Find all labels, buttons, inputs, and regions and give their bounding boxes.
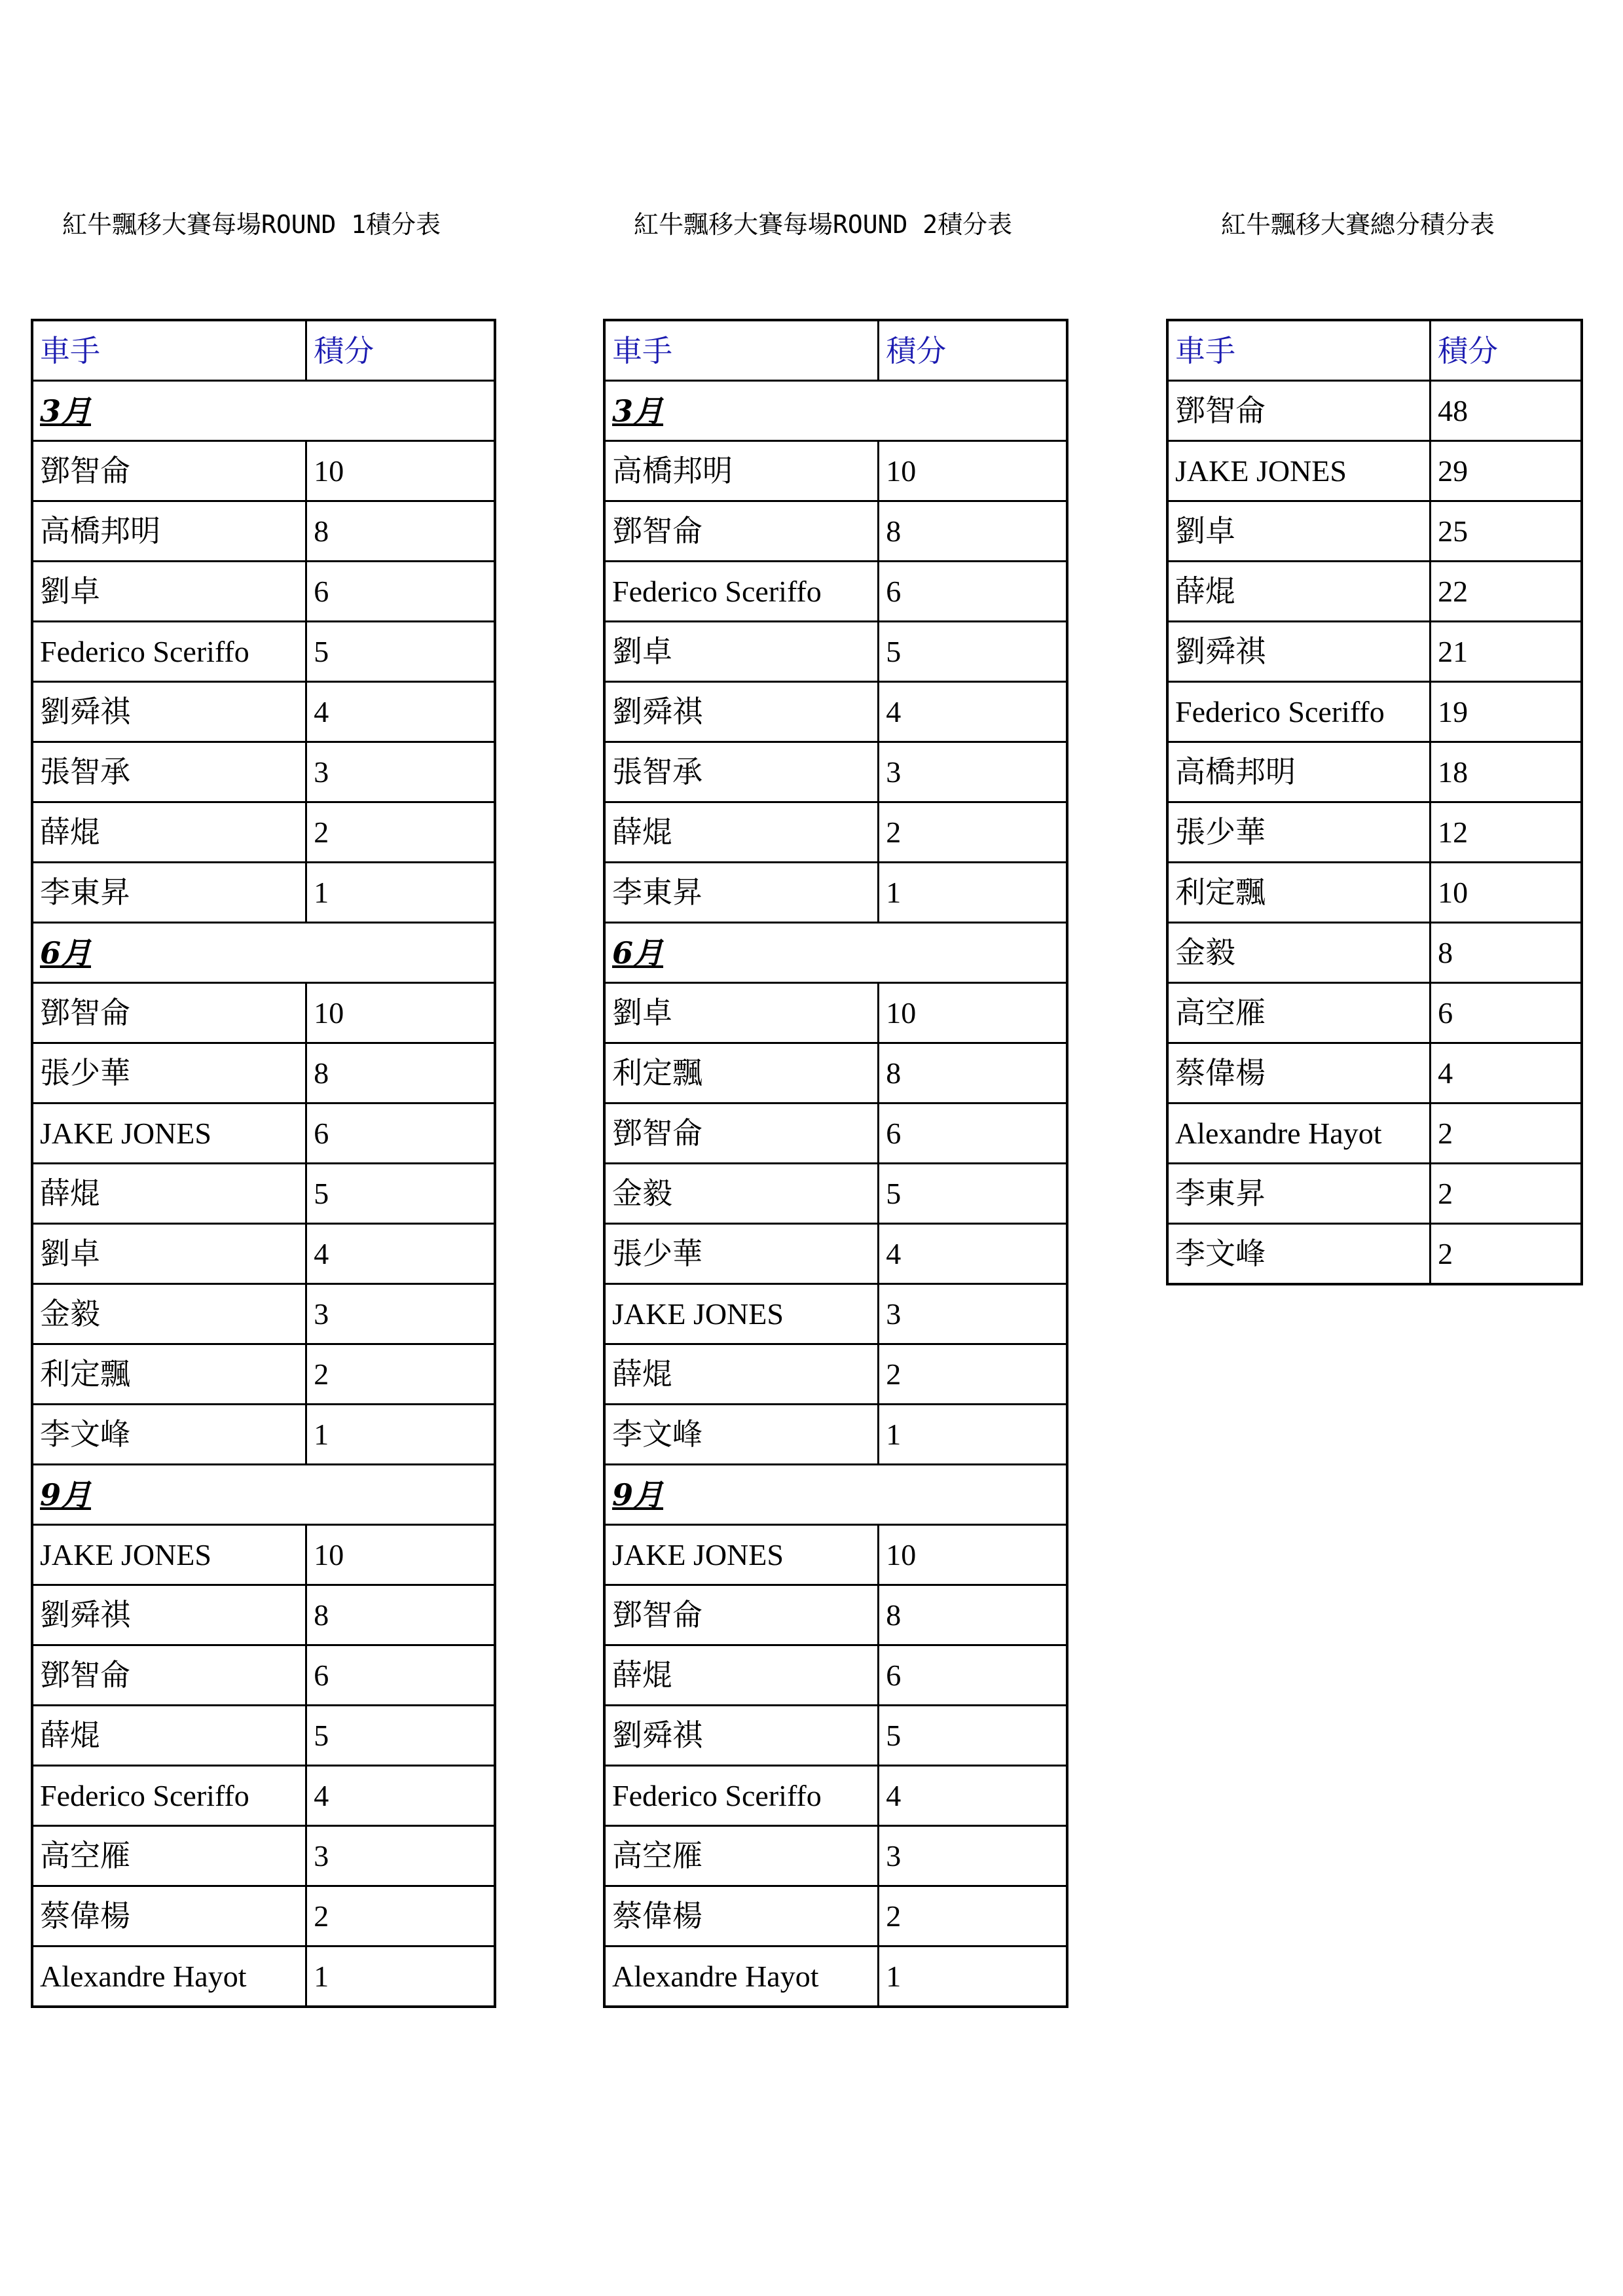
points-value: 2 <box>306 1344 495 1405</box>
table-row <box>32 1405 495 1465</box>
driver-name: 金毅 <box>32 1284 306 1344</box>
table-row <box>32 1224 495 1284</box>
table-row <box>1167 923 1582 983</box>
driver-name: Federico Sceriffo <box>1167 682 1431 742</box>
points-value: 8 <box>306 501 495 562</box>
points-value: 6 <box>879 562 1067 622</box>
points-value: 1 <box>879 863 1067 923</box>
month-label: 9月 <box>32 1465 495 1525</box>
points-value: 10 <box>879 983 1067 1043</box>
driver-name: 蔡偉楊 <box>604 1886 879 1946</box>
driver-name: 鄧智侖 <box>32 1645 306 1706</box>
driver-header: 車手 <box>1167 320 1431 381</box>
driver-name: Alexandre Hayot <box>604 1946 879 2007</box>
header-row <box>32 320 495 381</box>
points-value: 25 <box>1431 501 1582 562</box>
points-value: 1 <box>879 1946 1067 2007</box>
points-value: 6 <box>1431 983 1582 1043</box>
driver-name: JAKE JONES <box>604 1284 879 1344</box>
driver-name: 高空雁 <box>1167 983 1431 1043</box>
driver-name: 薛焜 <box>32 802 306 863</box>
table-row <box>32 802 495 863</box>
driver-name: 金毅 <box>604 1164 879 1224</box>
round1-table <box>31 319 496 2008</box>
points-value: 5 <box>879 1164 1067 1224</box>
table-row <box>32 1284 495 1344</box>
driver-name: 薛焜 <box>604 1645 879 1706</box>
driver-name: 張少華 <box>32 1043 306 1103</box>
month-row <box>604 1465 1067 1525</box>
points-value: 3 <box>306 1284 495 1344</box>
round2-title: 紅牛飄移大賽每場ROUND 2積分表 <box>634 210 1013 239</box>
driver-name: 鄧智侖 <box>604 1103 879 1164</box>
driver-name: 鄧智侖 <box>32 983 306 1043</box>
points-value: 5 <box>306 1706 495 1766</box>
driver-name: 薛焜 <box>32 1164 306 1224</box>
driver-name: 李東昇 <box>1167 1164 1431 1224</box>
points-value: 6 <box>879 1103 1067 1164</box>
points-value: 5 <box>306 1164 495 1224</box>
total-table <box>1166 319 1583 1285</box>
driver-name: 高空雁 <box>604 1826 879 1886</box>
driver-name: 張少華 <box>604 1224 879 1284</box>
points-value: 2 <box>1431 1224 1582 1285</box>
table-row <box>604 1164 1067 1224</box>
points-value: 3 <box>306 1826 495 1886</box>
points-value: 8 <box>1431 923 1582 983</box>
points-value: 6 <box>306 1103 495 1164</box>
table-row <box>604 441 1067 501</box>
table-row <box>604 1344 1067 1405</box>
table-row <box>32 1826 495 1886</box>
month-row <box>604 923 1067 983</box>
points-value: 12 <box>1431 802 1582 863</box>
table-row <box>604 742 1067 802</box>
points-value: 4 <box>879 1224 1067 1284</box>
table-row <box>32 1766 495 1826</box>
table-row <box>604 501 1067 562</box>
table-row <box>604 1706 1067 1766</box>
driver-name: 李文峰 <box>32 1405 306 1465</box>
points-value: 2 <box>879 1886 1067 1946</box>
driver-name: 薛焜 <box>604 1344 879 1405</box>
driver-header: 車手 <box>604 320 879 381</box>
month-row <box>32 923 495 983</box>
month-label: 6月 <box>32 923 495 983</box>
points-value: 3 <box>879 1826 1067 1886</box>
table-row <box>604 1826 1067 1886</box>
month-label: 3月 <box>32 381 495 441</box>
driver-name: 薛焜 <box>1167 562 1431 622</box>
table-row <box>1167 622 1582 682</box>
driver-name: JAKE JONES <box>1167 441 1431 501</box>
points-value: 10 <box>879 441 1067 501</box>
points-value: 4 <box>879 682 1067 742</box>
driver-name: 劉舜祺 <box>604 1706 879 1766</box>
table-row <box>604 622 1067 682</box>
points-value: 3 <box>879 742 1067 802</box>
points-value: 48 <box>1431 381 1582 441</box>
points-value: 4 <box>306 682 495 742</box>
table-row <box>604 1766 1067 1826</box>
driver-name: 鄧智侖 <box>604 501 879 562</box>
points-value: 1 <box>879 1405 1067 1465</box>
table-row <box>32 1103 495 1164</box>
driver-name: 劉卓 <box>32 1224 306 1284</box>
table-row <box>32 441 495 501</box>
table-row <box>1167 441 1582 501</box>
table-row <box>32 562 495 622</box>
table-row <box>604 1103 1067 1164</box>
driver-name: 利定飄 <box>32 1344 306 1405</box>
points-value: 4 <box>1431 1043 1582 1103</box>
table-row <box>1167 1043 1582 1103</box>
driver-header: 車手 <box>32 320 306 381</box>
table-row <box>1167 863 1582 923</box>
driver-name: 鄧智侖 <box>32 441 306 501</box>
driver-name: 蔡偉楊 <box>1167 1043 1431 1103</box>
table-row <box>604 682 1067 742</box>
table-row <box>604 1405 1067 1465</box>
driver-name: 劉卓 <box>604 983 879 1043</box>
points-value: 4 <box>306 1224 495 1284</box>
points-value: 2 <box>879 802 1067 863</box>
month-row <box>32 1465 495 1525</box>
driver-name: 鄧智侖 <box>1167 381 1431 441</box>
table-row <box>604 1284 1067 1344</box>
table-row <box>604 1043 1067 1103</box>
points-value: 5 <box>879 622 1067 682</box>
table-row <box>1167 562 1582 622</box>
table-row <box>32 863 495 923</box>
driver-name: JAKE JONES <box>604 1525 879 1585</box>
table-row <box>1167 802 1582 863</box>
table-row <box>604 1645 1067 1706</box>
driver-name: 劉舜祺 <box>604 682 879 742</box>
table-row <box>32 501 495 562</box>
table-row <box>604 983 1067 1043</box>
points-value: 2 <box>1431 1103 1582 1164</box>
round2-table <box>603 319 1068 2008</box>
driver-name: 劉卓 <box>1167 501 1431 562</box>
header-row <box>604 320 1067 381</box>
table-row <box>1167 1103 1582 1164</box>
points-value: 21 <box>1431 622 1582 682</box>
driver-name: Alexandre Hayot <box>1167 1103 1431 1164</box>
points-value: 8 <box>306 1585 495 1645</box>
table-row <box>604 1585 1067 1645</box>
points-value: 3 <box>879 1284 1067 1344</box>
table-row <box>604 1525 1067 1585</box>
points-value: 2 <box>879 1344 1067 1405</box>
driver-name: Federico Sceriffo <box>32 1766 306 1826</box>
header-row <box>1167 320 1582 381</box>
table-row <box>32 1706 495 1766</box>
points-value: 5 <box>879 1706 1067 1766</box>
driver-name: 蔡偉楊 <box>32 1886 306 1946</box>
points-value: 10 <box>306 441 495 501</box>
table-row <box>604 1224 1067 1284</box>
driver-name: 李東昇 <box>604 863 879 923</box>
month-label: 6月 <box>604 923 1067 983</box>
points-value: 2 <box>306 802 495 863</box>
table-row <box>32 1585 495 1645</box>
total-title: 紅牛飄移大賽總分積分表 <box>1221 210 1495 239</box>
driver-name: 劉舜祺 <box>32 1585 306 1645</box>
points-value: 5 <box>306 622 495 682</box>
table-row <box>32 1164 495 1224</box>
points-value: 8 <box>879 1585 1067 1645</box>
table-row <box>604 1946 1067 2007</box>
table-row <box>32 1043 495 1103</box>
table-row <box>32 682 495 742</box>
points-value: 2 <box>1431 1164 1582 1224</box>
points-value: 1 <box>306 1405 495 1465</box>
points-value: 19 <box>1431 682 1582 742</box>
driver-name: 李文峰 <box>1167 1224 1431 1285</box>
table-row <box>32 1344 495 1405</box>
driver-name: 李文峰 <box>604 1405 879 1465</box>
driver-name: 金毅 <box>1167 923 1431 983</box>
table-row <box>604 863 1067 923</box>
points-header: 積分 <box>306 320 495 381</box>
table-row <box>32 1946 495 2007</box>
month-row <box>32 381 495 441</box>
table-row <box>32 1525 495 1585</box>
points-value: 10 <box>306 1525 495 1585</box>
table-row <box>604 1886 1067 1946</box>
points-value: 6 <box>306 562 495 622</box>
driver-name: 劉卓 <box>604 622 879 682</box>
driver-name: 利定飄 <box>604 1043 879 1103</box>
points-value: 10 <box>879 1525 1067 1585</box>
driver-name: 高空雁 <box>32 1826 306 1886</box>
points-header: 積分 <box>1431 320 1582 381</box>
points-value: 4 <box>306 1766 495 1826</box>
table-row <box>1167 1164 1582 1224</box>
driver-name: 李東昇 <box>32 863 306 923</box>
table-row <box>1167 682 1582 742</box>
table-row <box>1167 742 1582 802</box>
driver-name: 薛焜 <box>604 802 879 863</box>
points-value: 18 <box>1431 742 1582 802</box>
driver-name: 高橋邦明 <box>604 441 879 501</box>
points-value: 8 <box>306 1043 495 1103</box>
points-value: 3 <box>306 742 495 802</box>
points-value: 1 <box>306 1946 495 2007</box>
table-row <box>32 983 495 1043</box>
points-value: 1 <box>306 863 495 923</box>
month-row <box>604 381 1067 441</box>
table-row <box>32 622 495 682</box>
driver-name: 張智承 <box>604 742 879 802</box>
month-label: 9月 <box>604 1465 1067 1525</box>
table-row <box>1167 1224 1582 1285</box>
table-row <box>604 802 1067 863</box>
driver-name: 張少華 <box>1167 802 1431 863</box>
table-row <box>32 1886 495 1946</box>
points-value: 6 <box>879 1645 1067 1706</box>
driver-name: Alexandre Hayot <box>32 1946 306 2007</box>
month-label: 3月 <box>604 381 1067 441</box>
table-row <box>32 742 495 802</box>
driver-name: 劉舜祺 <box>32 682 306 742</box>
driver-name: JAKE JONES <box>32 1103 306 1164</box>
points-value: 10 <box>1431 863 1582 923</box>
table-row <box>1167 983 1582 1043</box>
driver-name: JAKE JONES <box>32 1525 306 1585</box>
points-value: 6 <box>306 1645 495 1706</box>
driver-name: 利定飄 <box>1167 863 1431 923</box>
points-value: 29 <box>1431 441 1582 501</box>
points-value: 10 <box>306 983 495 1043</box>
points-value: 2 <box>306 1886 495 1946</box>
table-row <box>1167 501 1582 562</box>
driver-name: 鄧智侖 <box>604 1585 879 1645</box>
points-value: 8 <box>879 1043 1067 1103</box>
points-value: 8 <box>879 501 1067 562</box>
driver-name: Federico Sceriffo <box>32 622 306 682</box>
driver-name: Federico Sceriffo <box>604 562 879 622</box>
driver-name: 高橋邦明 <box>1167 742 1431 802</box>
driver-name: 高橋邦明 <box>32 501 306 562</box>
table-row <box>1167 381 1582 441</box>
driver-name: Federico Sceriffo <box>604 1766 879 1826</box>
driver-name: 劉舜祺 <box>1167 622 1431 682</box>
driver-name: 薛焜 <box>32 1706 306 1766</box>
points-header: 積分 <box>879 320 1067 381</box>
points-value: 4 <box>879 1766 1067 1826</box>
driver-name: 張智承 <box>32 742 306 802</box>
table-row <box>32 1645 495 1706</box>
round1-title: 紅牛飄移大賽每場ROUND 1積分表 <box>62 210 441 239</box>
points-value: 22 <box>1431 562 1582 622</box>
driver-name: 劉卓 <box>32 562 306 622</box>
table-row <box>604 562 1067 622</box>
